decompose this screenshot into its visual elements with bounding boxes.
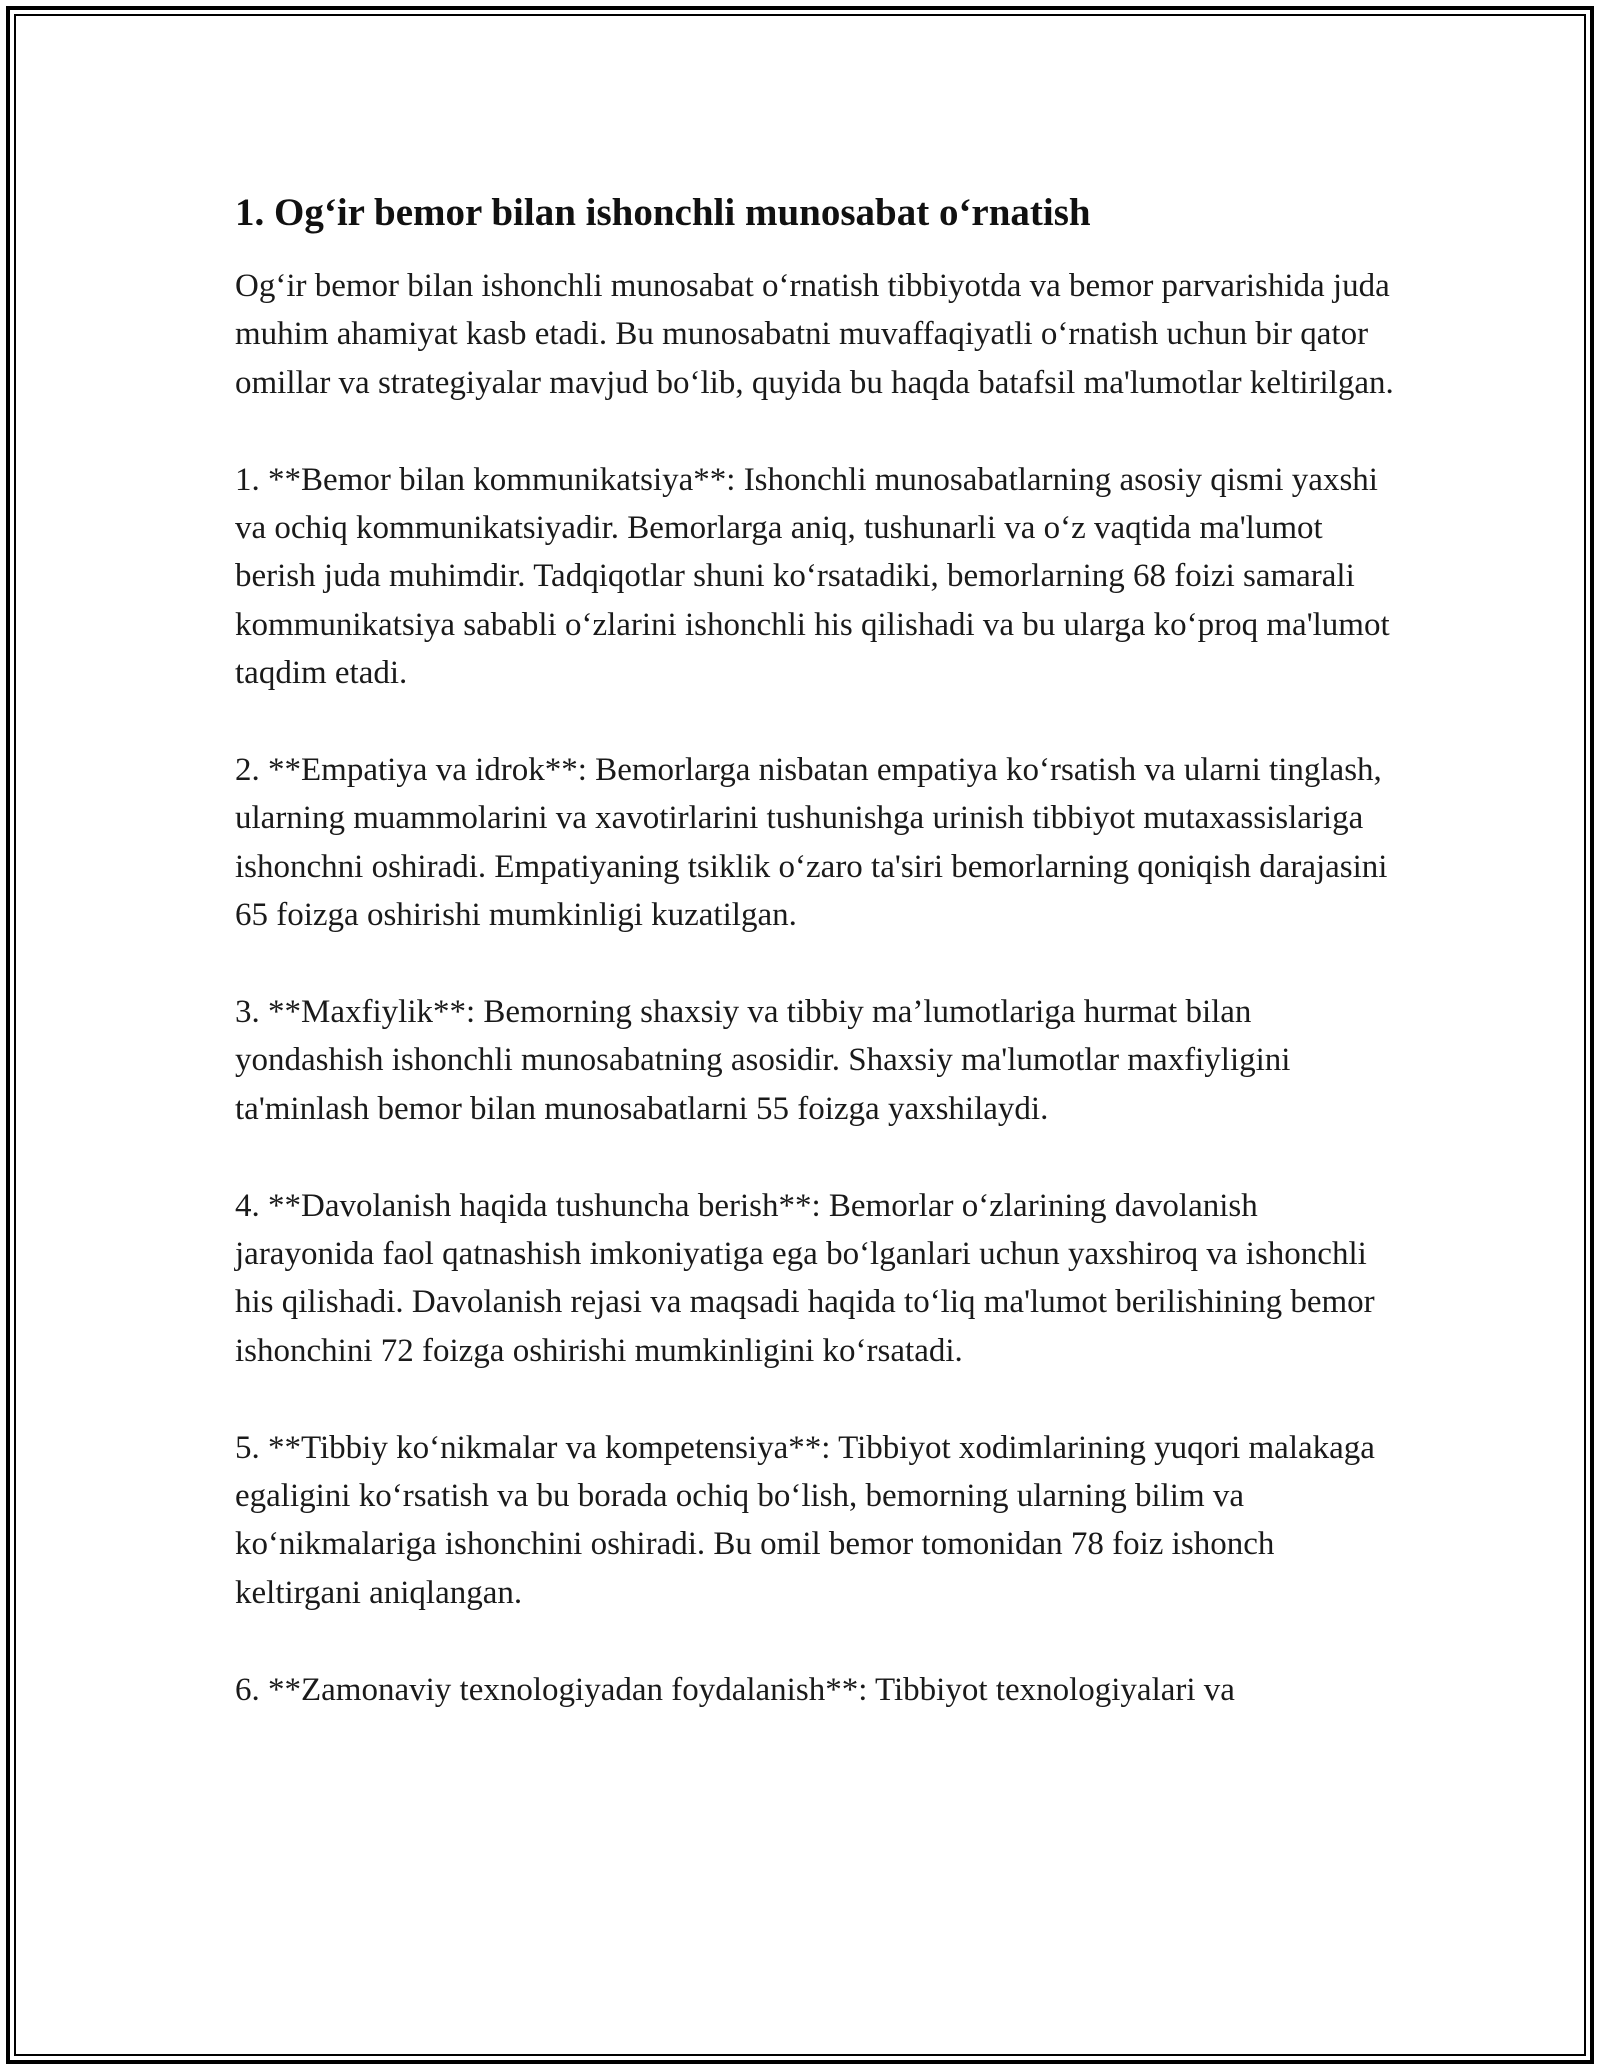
paragraph-communication: 1. **Bemor bilan kommunikatsiya**: Ishonchli munosabatlarning asosiy qismi yaxshi va ochiq kommunikatsiyadir. Bemorlarga aniq, tushunarli va o‘z vaqtida ma'lumot berish juda muhimdir. Tadqiqotlar shuni ko‘rsatadiki, bemorlarning 68 foizi samarali kommunikatsiya sababli o‘zlarini ishonchli his qilishadi va bu ularga ko‘proq ma'lumot taqdim etadi. <box>235 461 1390 692</box>
paragraph-confidentiality: 3. **Maxfiylik**: Bemorning shaxsiy va tibbiy ma’lumotlariga hurmat bilan yondashish ishonchli munosabatning asosidir. Shaxsiy ma'lumotlar maxfiyligini ta'minlash bemor bilan munosabatlarni 55 foizga yaxshilaydi. <box>235 994 1291 1127</box>
intro-paragraph: Og‘ir bemor bilan ishonchli munosabat o‘rnatish tibbiyotda va bemor parvarishida juda muhim ahamiyat kasb etadi. Bu munosabatni muvaffaqiyatli o‘rnatish uchun bir qator omillar va strategiyalar mavjud bo‘lib, quyida bu haqda batafsil ma'lumotlar keltirilgan. <box>235 268 1394 401</box>
paragraph-medical-skills: 5. **Tibbiy ko‘nikmalar va kompetensiya**: Tibbiyot xodimlarining yuqori malakaga egaligini ko‘rsatish va bu borada ochiq bo‘lish, bemorning ularning bilim va ko‘nikmalariga ishonchini oshiradi. Bu omil bemor tomonidan 78 foiz ishonch keltirgani aniqlangan. <box>235 1429 1375 1611</box>
document-body <box>235 186 1400 1762</box>
paragraph-empathy: 2. **Empatiya va idrok**: Bemorlarga nisbatan empatiya ko‘rsatish va ularni tinglash, ularning muammolarini va xavotirlarini tushunishga urinish tibbiyot mutaxassislariga ishonchni oshiradi. Empatiyaning tsiklik o‘zaro ta'siri bemorlarning qoniqish darajasini 65 foizga oshirishi mumkinligi kuzatilgan. <box>235 752 1388 934</box>
paragraph-modern-technology: 6. **Zamonaviy texnologiyadan foydalanish**: Tibbiyot texnologiyalari va <box>235 1671 1235 1708</box>
document-title: 1. Og‘ir bemor bilan ishonchli munosabat o‘rnatish <box>235 191 1091 234</box>
paragraph-treatment-understanding: 4. **Davolanish haqida tushuncha berish**: Bemorlar o‘zlarining davolanish jarayonida faol qatnashish imkoniyatiga ega bo‘lganlari uchun yaxshiroq va ishonchli his qilishadi. Davolanish rejasi va maqsadi haqida to‘liq ma'lumot berilishining bemor ishonchini 72 foizga oshirishi mumkinligini ko‘rsatadi. <box>235 1187 1375 1369</box>
